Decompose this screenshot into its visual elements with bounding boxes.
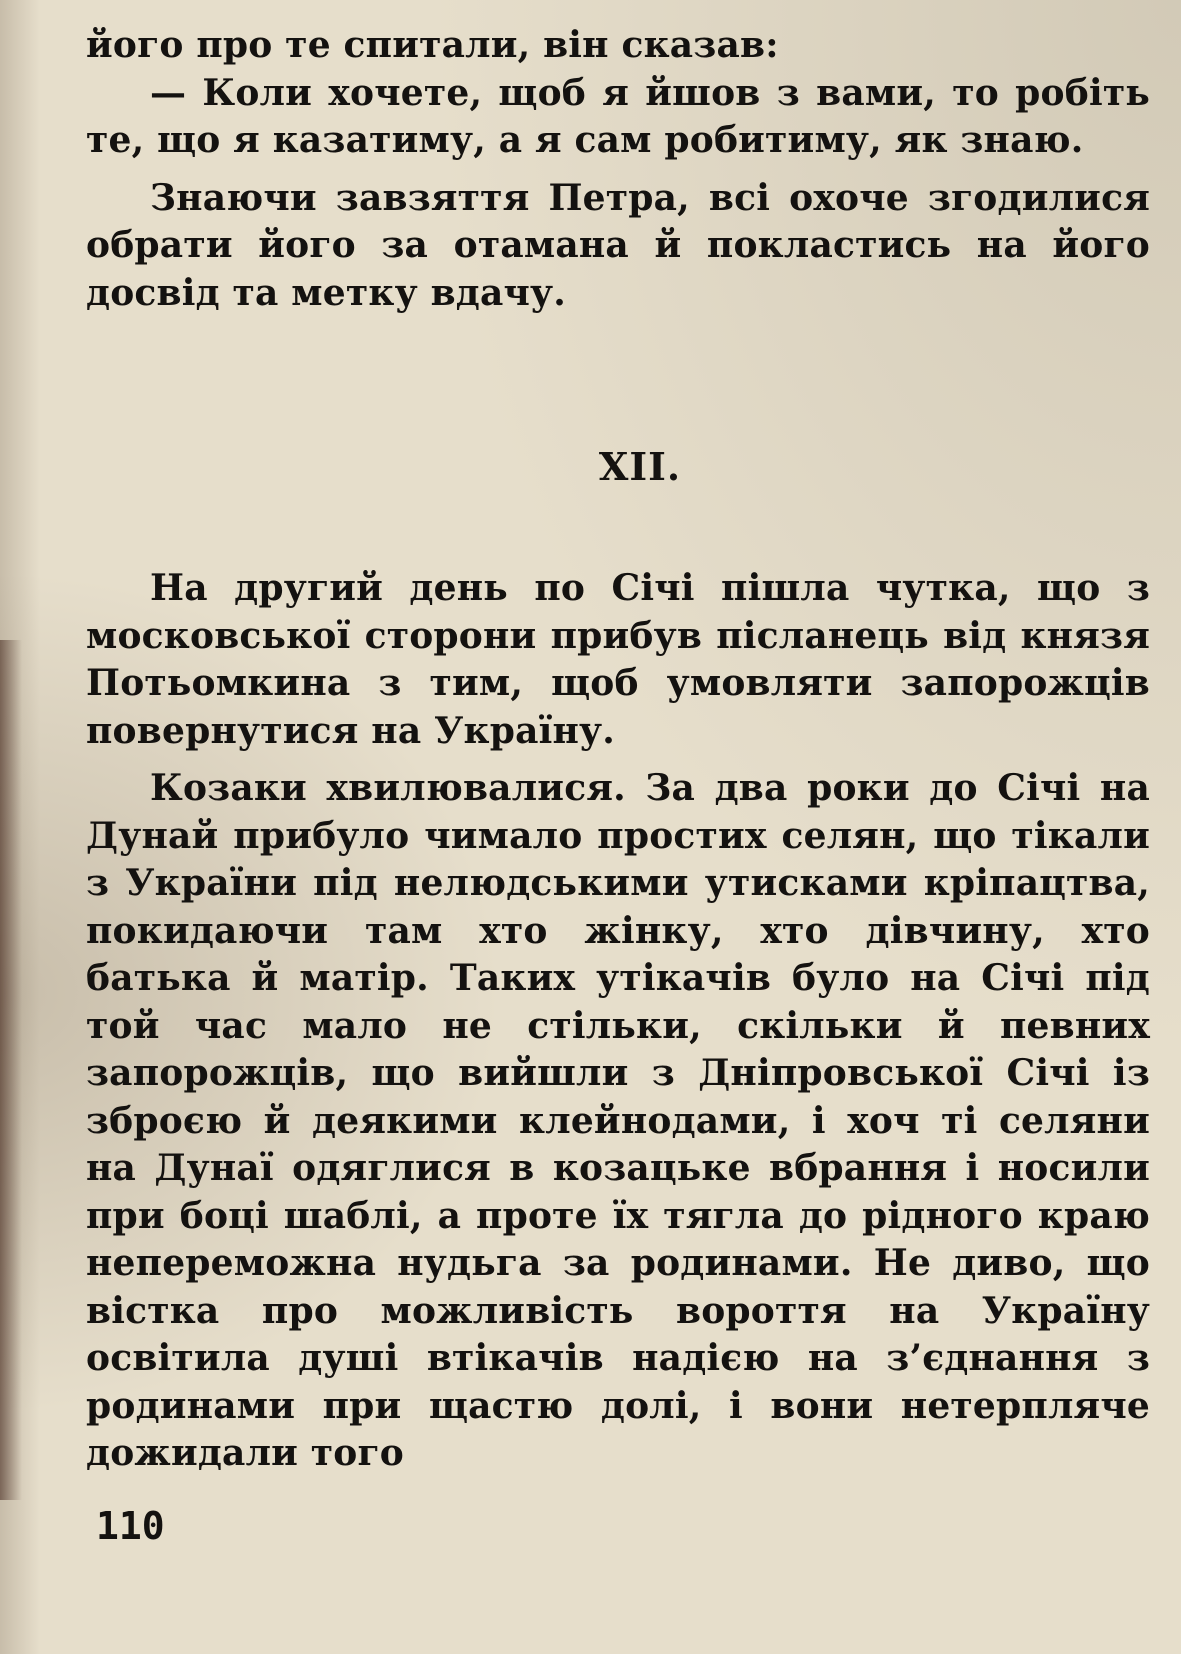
page-edge-shadow [0, 640, 22, 1500]
paragraph-dialogue: — Коли хочете, щоб я йшов з вами, то робіть те, що я казатиму, а я сам робитиму, як знаю. [86, 71, 1150, 161]
paragraph-ataman: Знаючи завзяття Петра, всі охоче згодилися обрати його за отамана й покластись на його досвід та метку вдачу. [86, 176, 1150, 314]
book-page [86, 22, 1150, 1478]
paragraph-continuation: його про те спитали, він сказав: [86, 24, 779, 66]
chapter-heading: XII. [598, 444, 682, 489]
paragraph-rumor: На другий день по Січі пішла чутка, що з московської сторони прибув післанець від князя Потьомкина з тим, щоб умовляти запорожців повернутися на Україну. [86, 567, 1150, 752]
page-number: 110 [96, 1504, 165, 1548]
paragraph-cossacks: Козаки хвилювалися. За два роки до Січі на Дунай прибуло чимало простих селян, що тікали з України під нелюдськими утисками кріпацтва, покидаючи там хто жінку, хто дівчину, хто батька й матір. Таких утікачів було на Січі під той час мало не стільки, скільки й певних запорожців, що вийшли з Дніпровської Січі із зброєю й деякими клейнодами, і хоч ті селяни на Дунаї одяглися в козацьке вбрання і носили при боці шаблі, а проте їх тягла до рідного краю непереможна нудьга за родинами. Не диво, що вістка про можливість вороття на Україну освітила душі втікачів надією на з’єднання з родинами при щастю долі, і вони нетерпляче дожидали того [86, 767, 1150, 1474]
